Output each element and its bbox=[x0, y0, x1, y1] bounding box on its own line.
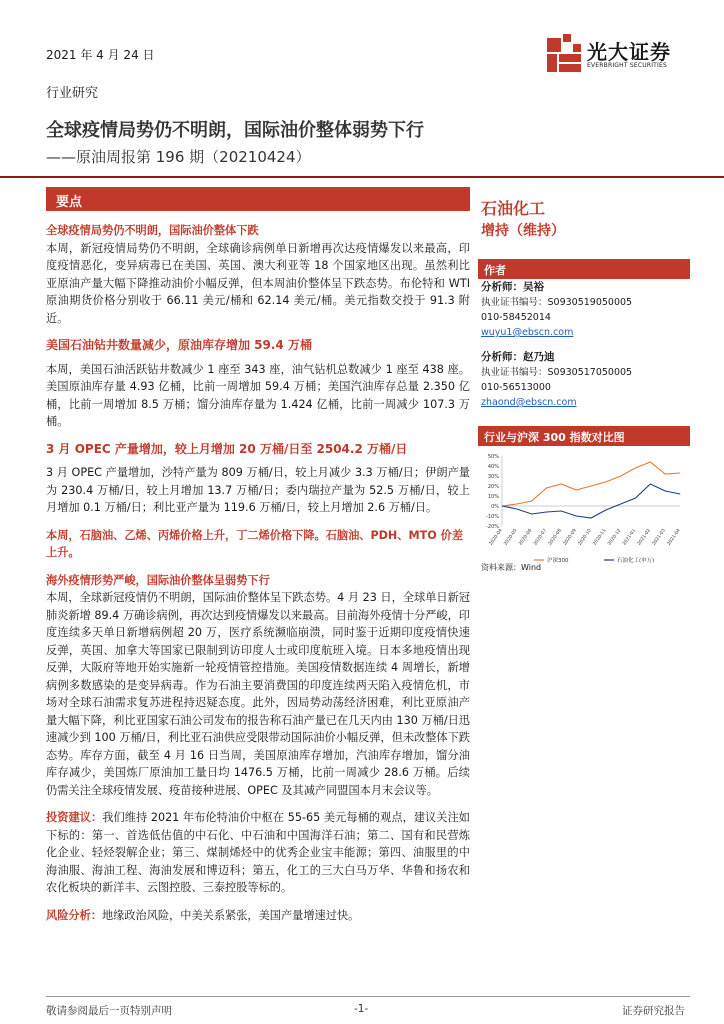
x-tick-label: 2020-10 bbox=[577, 528, 593, 547]
data-point bbox=[605, 482, 606, 483]
risk-body: 地缘政治风险，中美关系紧张，美国产量增速过快。 bbox=[101, 908, 360, 922]
logo-mark-icon bbox=[547, 34, 583, 72]
data-point bbox=[561, 484, 562, 485]
chart-title-bar bbox=[478, 426, 690, 446]
x-tick-label: 2021-02 bbox=[637, 528, 652, 547]
x-tick-label: 2020-06 bbox=[518, 528, 534, 547]
y-tick-label: 50% bbox=[487, 454, 499, 460]
footer-disclaimer: 敬请参阅最后一页特别声明 bbox=[46, 1005, 172, 1017]
investment-body: 我们维持 2021 年布伦特油价中枢在 55-65 美元每桶的观点，建议关注如下标的：第一、首选低估值的中石化、中石油和中国海洋石油；第二、国有和民营炼化企业、轻烃裂解企业；第三、煤制烯烃中的优秀企业宝丰能源；第四、油服里的中海油服、海油工程、海油发展和博迈科；第五，化工的三大白马万华、华鲁和扬农和农化板块的新洋丰、云图控股、三泰控股等标的。 bbox=[46, 811, 470, 894]
key-points-bar bbox=[46, 187, 470, 211]
x-tick-label: 2020-12 bbox=[607, 528, 623, 547]
data-point bbox=[620, 476, 621, 477]
data-point bbox=[635, 468, 636, 469]
data-point bbox=[605, 510, 606, 511]
series-line bbox=[502, 462, 680, 506]
data-point bbox=[561, 511, 562, 512]
comparison-chart bbox=[476, 448, 690, 568]
data-point bbox=[546, 512, 547, 513]
chart-source: 资料来源：Wind bbox=[481, 563, 542, 572]
data-point bbox=[591, 486, 592, 487]
data-point bbox=[502, 506, 503, 507]
y-tick-label: -10% bbox=[486, 514, 499, 520]
industry-rating: 增持（维持） bbox=[481, 223, 565, 239]
data-point bbox=[665, 491, 666, 492]
section-body: 3 月 OPEC 产量增加，沙特产量为 809 万桶/日，较上月减少 3.3 万桶/日；伊朗产量为 230.4 万桶/日，较上月增加 13.7 万桶/日；委内瑞拉产量为 52.5 万桶/日，较上月增加 0.1 万桶/日；利比亚产量为 119.6 万桶/日，较上月增加 2.6 万桶/日。 bbox=[46, 466, 470, 514]
y-tick-label: 20% bbox=[487, 484, 499, 490]
section-heading: 全球疫情局势仍不明朗，国际油价整体下跌 bbox=[46, 224, 259, 237]
investment-label: 投资建议： bbox=[46, 811, 103, 824]
x-tick-label: 2020-08 bbox=[548, 528, 563, 547]
x-tick-label: 2020-04 bbox=[488, 528, 504, 547]
data-point bbox=[650, 462, 651, 463]
analyst-2 bbox=[481, 350, 632, 410]
analyst-name: 分析师：赵乃迪 bbox=[481, 351, 555, 363]
analyst-phone: 010-58452014 bbox=[481, 312, 551, 323]
data-point bbox=[531, 514, 532, 515]
data-point bbox=[576, 516, 577, 517]
data-point bbox=[546, 488, 547, 489]
section-3 bbox=[46, 441, 470, 517]
x-tick-label: 2021-01 bbox=[622, 528, 638, 547]
analyst-phone: 010-56513000 bbox=[481, 382, 551, 393]
data-point bbox=[680, 473, 681, 474]
chart-title: 行业与沪深 300 指数对比图 bbox=[484, 431, 625, 444]
series-line bbox=[502, 484, 680, 518]
section-2 bbox=[46, 337, 470, 431]
data-point bbox=[591, 518, 592, 519]
section-heading: 美国石油钻井数量减少，原油库存增加 59.4 万桶 bbox=[46, 338, 312, 352]
section-body: 本周，新冠疫情局势仍不明朗，全球确诊病例单日新增再次达疫情爆发以来最高，印度疫情恶化，变异病毒已在美国、英国、澳大利亚等 18 个国家地区出现。虽然利比亚原油产量大幅下降推动油价小幅反弹，但本周油价整体呈下跌态势。布伦特和 WTI 原油期货价格分别收于 66.11 美元/桶和 62.14 美元/桶。美元指数交投于 91.3 附近。 bbox=[46, 241, 470, 325]
author-label: 作者 bbox=[484, 264, 506, 277]
x-tick-label: 2020-11 bbox=[592, 528, 608, 547]
logo-name: 光大证券 bbox=[587, 40, 671, 64]
risk-label: 风险分析： bbox=[46, 908, 102, 922]
data-point bbox=[516, 504, 517, 505]
data-point bbox=[680, 494, 681, 495]
y-tick-label: -20% bbox=[486, 524, 499, 530]
analyst-email-link[interactable]: zhaond@ebscn.com bbox=[481, 397, 577, 408]
author-bar bbox=[478, 259, 690, 279]
investment-advice bbox=[46, 809, 470, 897]
analyst-email-link[interactable]: wuyu1@ebscn.com bbox=[481, 327, 574, 338]
key-points-label: 要点 bbox=[56, 195, 83, 210]
report-category: 行业研究 bbox=[46, 86, 99, 101]
y-tick-label: 0% bbox=[491, 504, 499, 510]
company-logo bbox=[547, 34, 687, 80]
section-heading: 3 月 OPEC 产量增加，较上月增加 20 万桶/日至 2504.2 万桶/日 bbox=[46, 441, 408, 456]
section-4 bbox=[46, 527, 470, 562]
x-tick-label: 2021-03 bbox=[651, 528, 667, 547]
y-tick-label: 40% bbox=[487, 464, 499, 470]
analyst-cert: 执业证书编号：S0930517050005 bbox=[481, 367, 633, 378]
section-1 bbox=[46, 222, 470, 327]
data-point bbox=[576, 490, 577, 491]
header-divider bbox=[0, 176, 724, 178]
report-date: 2021 年 4 月 24 日 bbox=[46, 48, 155, 62]
section-heading: 海外疫情形势严峻，国际油价整体呈弱势下行 bbox=[46, 573, 270, 587]
data-point bbox=[516, 509, 517, 510]
section-body: 本周，全球新冠疫情仍不明朗，国际油价整体呈下跌态势。4 月 23 日，全球单日新冠肺炎新增 89.4 万确诊病例，再次达到疫情爆发以来最高。目前海外疫情十分严峻，印度连续多天单日新增病例超 20 万，医疗系统濒临崩溃，同时鉴于近期印度疫情快速反弹，英国、加拿大等国家已限制到访印度人士或印度航班入境。日本多地疫情出现反弹，大阪府等地开始实施新一轮疫情管控措施。美国疫情数据连续 4 周增长，新增病例多数感染的是变异病毒。作为石油主要消费国的印度连续两天陷入疫情危机，市场对全球石油需求复苏进程持迟疑态度。此外，因局势动荡经济困难，利比亚原油产量大幅下降，利比亚国家石油公司发布的报告称石油产量已在几天内由 130 万桶/日迅速减少到 100 万桶/日，利比亚石油供应受限带动国际油价小幅反弹，但未改整体下跌态势。库存方面，截至 4 月 16 日当周，美国原油库存增加，汽油库存增加，馏分油库存减少，美国炼厂原油加工量日均 1476.5 万桶，比前一周减少 28.6 万桶。后续仍需关注全球疫情发展、疫苗接种进展、OPEC 及其减产同盟国本月末会议等。 bbox=[46, 591, 470, 797]
page-number: -1- bbox=[354, 1003, 369, 1015]
logo-english: EVERBRIGHT SECURITIES bbox=[587, 62, 667, 69]
main-content bbox=[46, 222, 470, 934]
section-5 bbox=[46, 572, 470, 800]
analyst-cert: 执业证书编号：S0930519050005 bbox=[481, 297, 633, 308]
legend-label: 沪深300 bbox=[547, 558, 569, 564]
data-point bbox=[650, 484, 651, 485]
data-point bbox=[531, 501, 532, 502]
risk-analysis bbox=[46, 907, 470, 925]
analyst-1 bbox=[481, 280, 632, 340]
footer-divider bbox=[46, 996, 690, 997]
data-point bbox=[635, 498, 636, 499]
report-title: 全球疫情局势仍不明朗，国际油价整体弱势下行 bbox=[46, 120, 424, 141]
industry-name: 石油化工 bbox=[481, 199, 546, 218]
section-body: 本周，美国石油活跃钻井数减少 1 座至 343 座，油气钻机总数减少 1 座至 438 座。美国原油库存量 4.93 亿桶，比前一周增加 59.4 万桶；美国汽油库存总量 2.350 亿桶，比前一周增加 8.5 万桶；馏分油库存量为 1.424 亿桶，比前一周减少 107.3 万桶。 bbox=[46, 362, 470, 428]
y-tick-label: 30% bbox=[487, 474, 499, 480]
x-tick-label: 2021-04 bbox=[666, 528, 682, 547]
x-tick-label: 2020-09 bbox=[562, 528, 578, 547]
section-heading: 本周，石脑油、乙烯、丙烯价格上升，丁二烯价格下降。石脑油、PDH、MTO 价差上升。 bbox=[46, 528, 464, 559]
data-point bbox=[665, 474, 666, 475]
x-tick-label: 2020-07 bbox=[533, 528, 549, 547]
report-subtitle: ——原油周报第 196 期（20210424） bbox=[46, 148, 311, 166]
x-tick-label: 2020-05 bbox=[503, 528, 519, 547]
legend-label: 石油化工(申万) bbox=[617, 558, 655, 564]
data-point bbox=[620, 504, 621, 505]
y-tick-label: 10% bbox=[487, 494, 499, 500]
footer-report-type: 证券研究报告 bbox=[622, 1005, 685, 1017]
analyst-name: 分析师：吴裕 bbox=[481, 281, 544, 293]
